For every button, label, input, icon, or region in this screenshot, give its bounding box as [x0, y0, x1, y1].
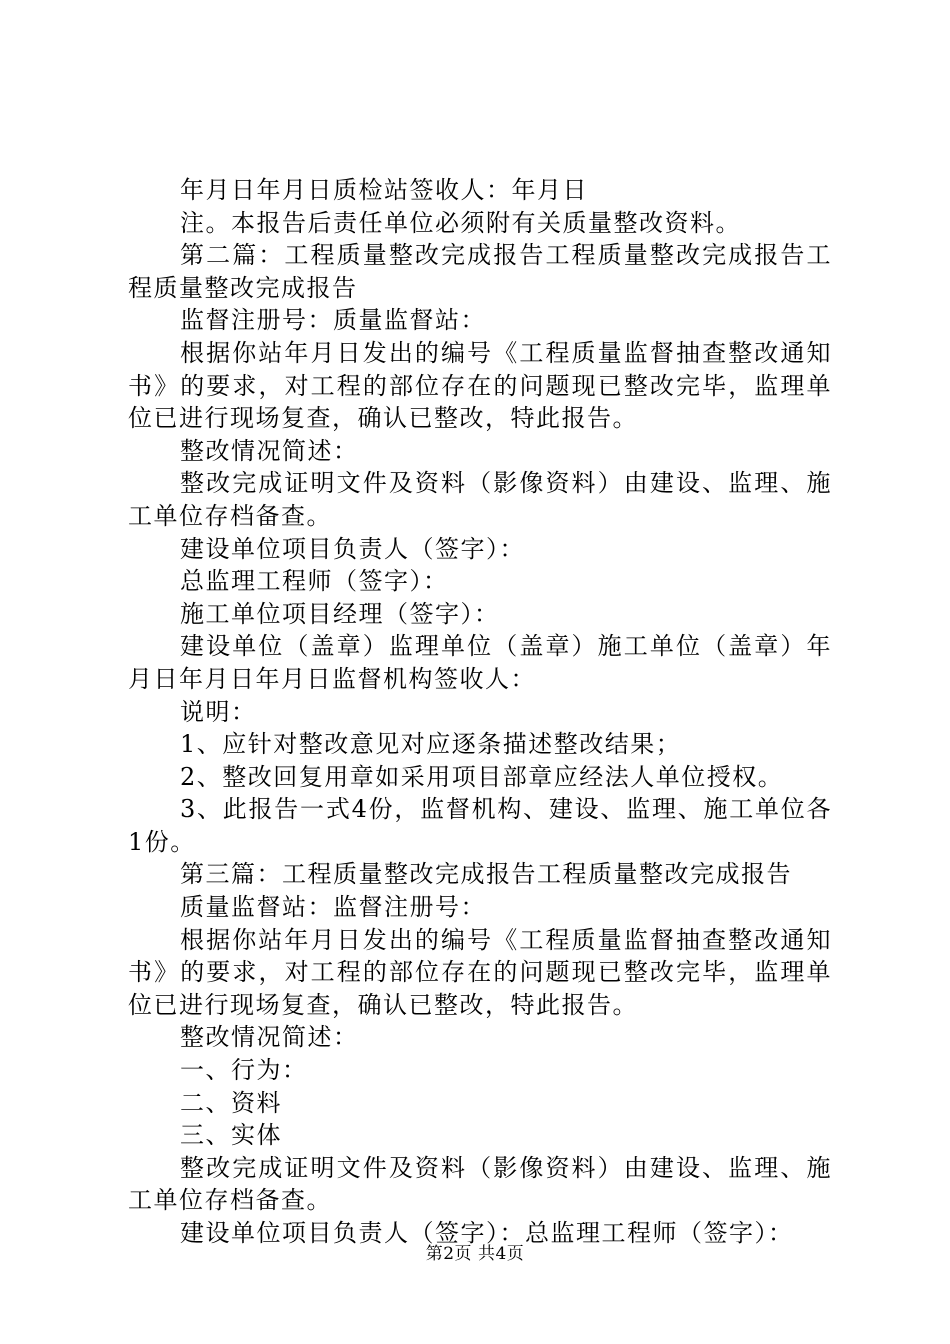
paragraph-registration: 监督注册号：质量监督站： — [180, 306, 486, 335]
paragraph-note-item-1: 1、应针对整改意见对应逐条描述整改结果； — [180, 730, 682, 759]
paragraph-part2-heading: 第二篇：工程质量整改完成报告工程质量整改完成报告工程质量整改完成报告 — [128, 241, 832, 302]
paragraph-note-item-3: 3、此报告一式4份，监督机构、建设、监理、施工单位各1份。 — [128, 795, 832, 856]
paragraph-note: 注。本报告后责任单位必须附有关质量整改资料。 — [180, 208, 741, 237]
page-number-footer: 第2页 共4页 — [425, 1244, 525, 1264]
document-body — [128, 174, 832, 1250]
paragraph-notes-label: 说明： — [180, 697, 257, 726]
paragraph-signatures-2: 建设单位项目负责人（签字）：总监理工程师（签字）： — [180, 1219, 794, 1247]
paragraph-seals: 建设单位（盖章）监理单位（盖章）施工单位（盖章）年月日年月日年月日监督机构签收人： — [128, 632, 832, 693]
paragraph-report-body: 根据你站年月日发出的编号《工程质量监督抽查整改通知书》的要求，对工程的部位存在的问题现已整改完毕，监理单位已进行现场复查，确认已整改，特此报告。 — [128, 338, 832, 433]
paragraph-summary-label-2: 整改情况简述： — [180, 1023, 359, 1052]
paragraph-supervisor-sign: 总监理工程师（签字）： — [180, 567, 449, 596]
paragraph-part3-heading: 第三篇：工程质量整改完成报告工程质量整改完成报告 — [180, 860, 792, 889]
paragraph-item-behavior: 一、行为： — [180, 1056, 308, 1085]
paragraph-archive-2: 整改完成证明文件及资料（影像资料）由建设、监理、施工单位存档备查。 — [128, 1153, 832, 1215]
paragraph-item-entity: 三、实体 — [180, 1121, 282, 1150]
paragraph-item-materials: 二、资料 — [180, 1088, 282, 1117]
paragraph-archive: 整改完成证明文件及资料（影像资料）由建设、监理、施工单位存档备查。 — [128, 469, 832, 530]
paragraph-signoff-dates: 年月日年月日质检站签收人：年月日 — [180, 176, 588, 204]
paragraph-note-item-2: 2、整改回复用章如采用项目部章应经法人单位授权。 — [180, 762, 784, 791]
paragraph-manager-sign: 施工单位项目经理（签字）： — [180, 599, 500, 628]
paragraph-registration-2: 质量监督站：监督注册号： — [180, 893, 486, 922]
paragraph-report-body-2: 根据你站年月日发出的编号《工程质量监督抽查整改通知书》的要求，对工程的部位存在的问题现已整改完毕，监理单位已进行现场复查，确认已整改，特此报告。 — [128, 925, 832, 1019]
paragraph-owner-sign: 建设单位项目负责人（签字）： — [180, 534, 525, 563]
paragraph-summary-label: 整改情况简述： — [180, 436, 359, 465]
